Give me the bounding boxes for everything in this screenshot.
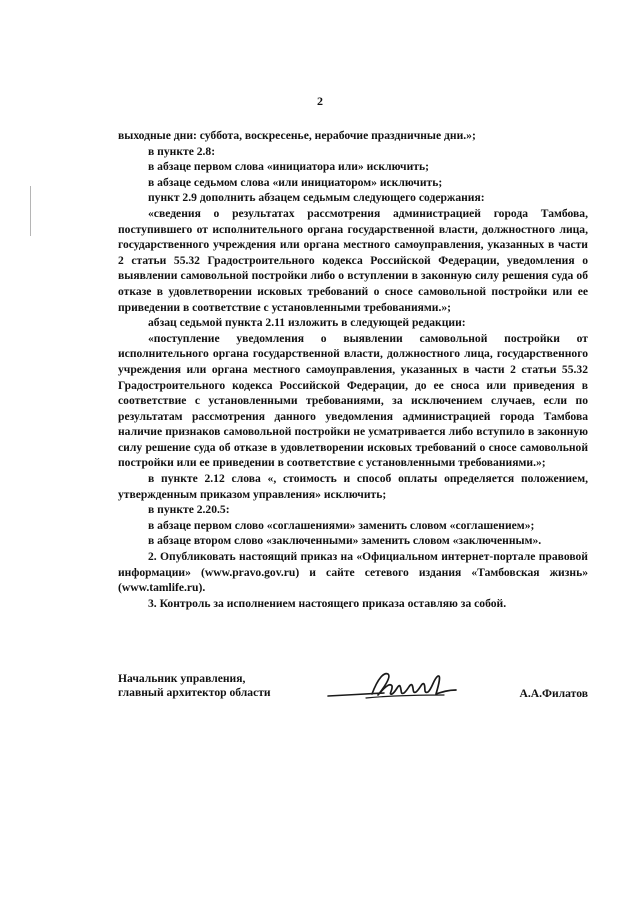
paragraph: «поступление уведомления о выявлении самовольной постройки от исполнительного органа государственной власти, должностного лица, государственного учреждения или органа местного самоуправления, указанных в части 2 статьи 55.32 Градостроительного кодекса Российской Федерации, до ее сноса или приведения в соответствие с установленными требованиями, за исключением случаев, если по результатам рассмотрения данного уведомления администрацией города Тамбова наличие признаков самовольной постройки не усматривается либо вступило в законную силу решение суда об отказе в удовлетворении исковых требований о сносе самовольной постройки или ее приведении в соответствие с установленными требованиями.»; [118, 331, 588, 470]
paragraph: выходные дни: суббота, воскресенье, нерабочие праздничные дни.»; [118, 129, 476, 142]
document-body [118, 128, 588, 611]
paragraph: абзац седьмой пункта 2.11 изложить в следующей редакции: [148, 316, 466, 330]
handwritten-signature-icon [326, 668, 458, 704]
signatory-name: А.А.Филатов [519, 687, 588, 700]
signatory-title-line: главный архитектор области [118, 686, 271, 699]
paragraph: в абзаце втором слово «заключенными» заменить словом «заключенным». [148, 534, 542, 548]
paragraph: в пункте 2.12 слова «, стоимость и способ оплаты определяется положением, утвержденным приказом управления» исключить; [118, 472, 588, 501]
paragraph: 2. Опубликовать настоящий приказ на «Официальном интернет-портале правовой информации» (www.pravo.gov.ru) и сайте сетевого издания «Тамбовская жизнь» (www.tamlife.ru). [118, 550, 588, 595]
margin-scan-mark [30, 186, 31, 236]
paragraph: в абзаце седьмом слова «или инициатором» исключить; [148, 175, 443, 189]
paragraph: в абзаце первом слова «инициатора или» исключить; [148, 160, 429, 174]
paragraph: в пункте 2.20.5: [148, 503, 230, 517]
paragraph: в абзаце первом слово «соглашениями» заменить словом «соглашением»; [148, 518, 535, 532]
paragraph: «сведения о результатах рассмотрения администрацией города Тамбова, поступившего от исполнительного органа государственной власти, должностного лица, государственного учреждения или органа местного самоуправления, указанных в части 2 статьи 55.32 Градостроительного кодекса Российской Федерации, уведомления о выявлении самовольной постройки либо о вступлении в законную силу решения суда об отказе в удовлетворении исковых требований о сносе самовольной постройки или ее приведении в соответствие с установленными требованиями.»; [118, 206, 588, 314]
paragraph: в пункте 2.8: [148, 144, 216, 158]
signature-block [118, 672, 588, 712]
signatory-title [118, 672, 271, 700]
paragraph: 3. Контроль за исполнением настоящего приказа оставляю за собой. [148, 596, 507, 610]
signatory-title-line: Начальник управления, [118, 672, 246, 685]
paragraph: пункт 2.9 дополнить абзацем седьмым следующего содержания: [148, 191, 485, 205]
page-number: 2 [317, 94, 323, 108]
